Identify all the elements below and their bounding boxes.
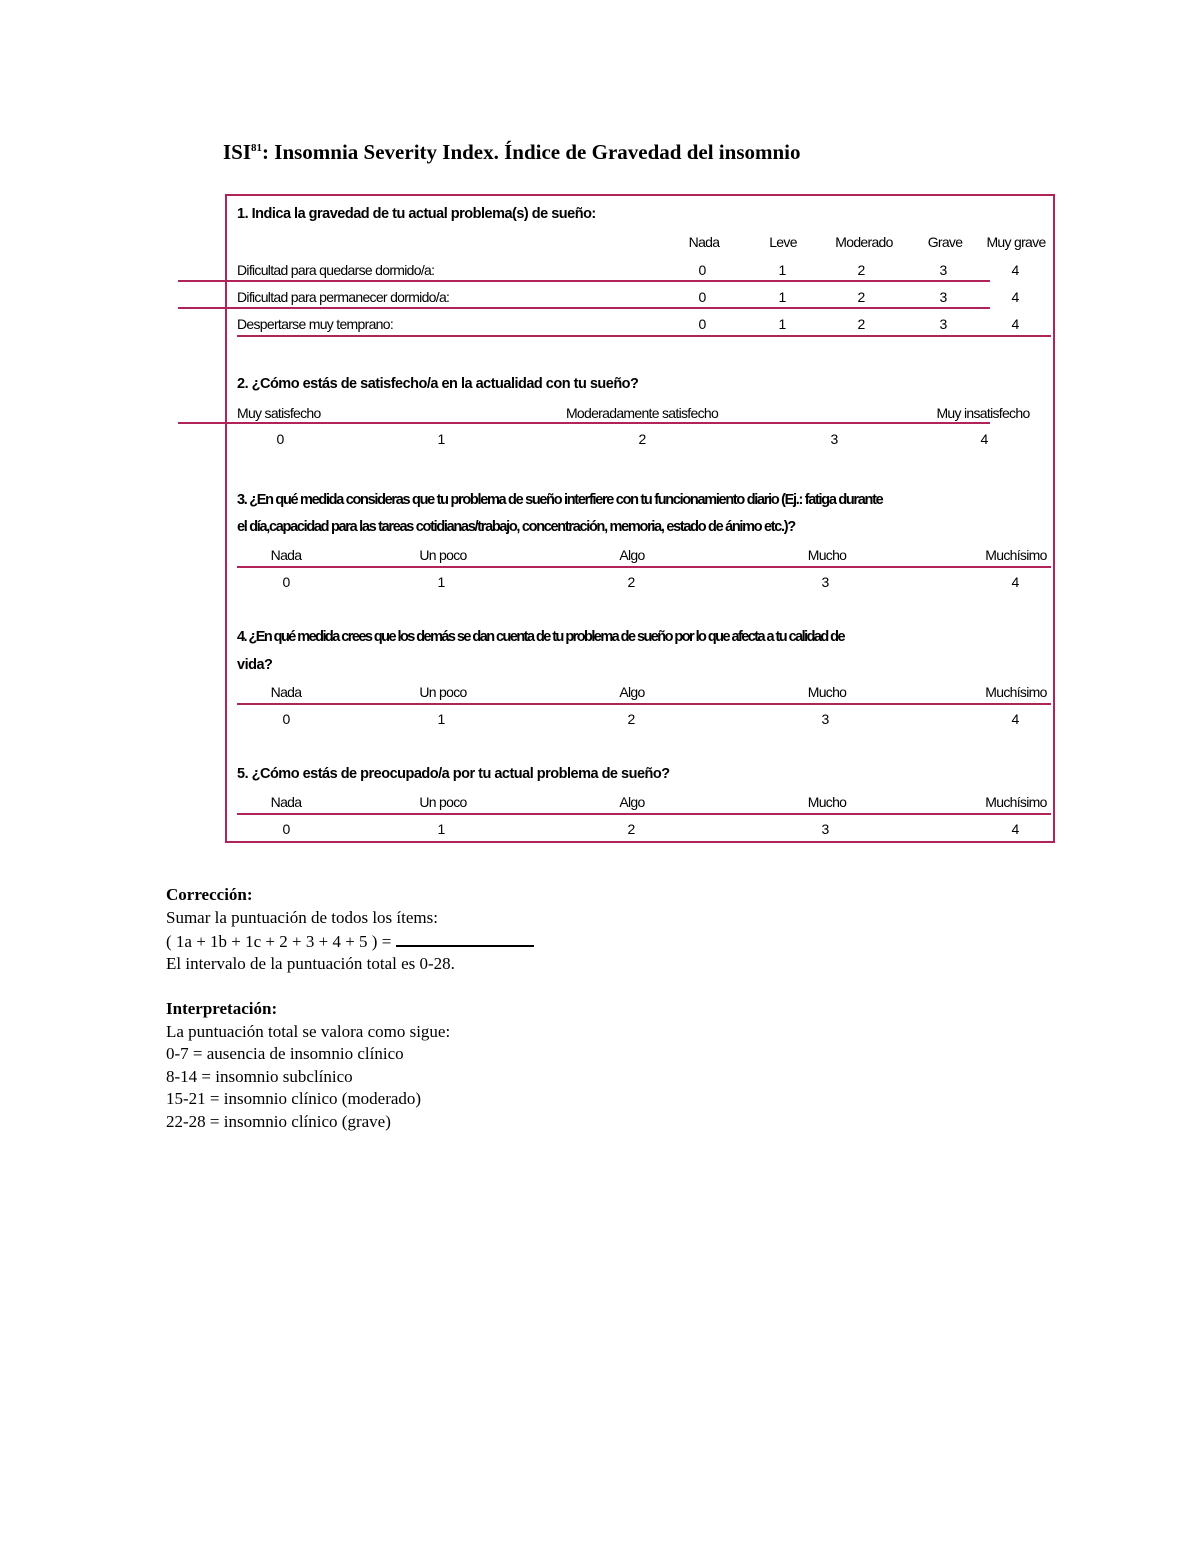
q1-row-label: Despertarse muy temprano: xyxy=(237,316,394,332)
q1-row-label: Dificultad para permanecer dormido/a: xyxy=(237,289,450,305)
q1-header: Nada xyxy=(688,234,720,250)
q3-value: 4 xyxy=(1011,574,1019,590)
q1-header: Leve xyxy=(769,234,797,250)
q5-value: 0 xyxy=(282,821,290,837)
q5-header: Mucho xyxy=(807,794,847,810)
q3-header: Muchísimo xyxy=(985,547,1047,563)
question-4-line-2: vida? xyxy=(237,657,273,673)
q4-value: 3 xyxy=(821,711,829,727)
q1-row-value: 1 xyxy=(778,289,786,305)
q1-row-value: 4 xyxy=(1011,289,1019,305)
q3-header: Nada xyxy=(270,547,302,563)
q2-value: 4 xyxy=(980,431,988,447)
q5-header: Un poco xyxy=(419,794,467,810)
q4-header: Algo xyxy=(619,684,645,700)
q1-row-value: 1 xyxy=(778,262,786,278)
score-formula: ( 1a + 1b + 1c + 2 + 3 + 4 + 5 ) = xyxy=(166,931,534,952)
q1-row-value: 2 xyxy=(857,289,865,305)
q2-anchor: Moderadamente satisfecho xyxy=(565,405,719,421)
q1-row-value: 4 xyxy=(1011,316,1019,332)
q3-value: 0 xyxy=(282,574,290,590)
q2-anchor: Muy insatisfecho xyxy=(936,405,1030,421)
q1-row-value: 1 xyxy=(778,316,786,332)
document-title: ISI$^{81}$: Insomnia Severity Index. Índice de Gravedad del insomnio xyxy=(223,140,801,164)
q2-anchor: Muy satisfecho xyxy=(237,405,321,421)
q1-row-value: 2 xyxy=(857,262,865,278)
title-superscript: 81 xyxy=(251,142,263,154)
q5-header: Nada xyxy=(270,794,302,810)
q1-header: Grave xyxy=(927,234,963,250)
q4-header: Un poco xyxy=(419,684,467,700)
q5-value: 3 xyxy=(821,821,829,837)
q4-header: Nada xyxy=(270,684,302,700)
row-divider xyxy=(237,335,1051,337)
q4-value: 1 xyxy=(437,711,445,727)
q3-header: Mucho xyxy=(807,547,847,563)
question-5: 5. ¿Cómo estás de preocupado/a por tu actual problema de sueño? xyxy=(237,766,670,782)
question-2: 2. ¿Cómo estás de satisfecho/a en la actualidad con tu sueño? xyxy=(237,376,639,392)
question-3-line-1: 3. ¿En qué medida consideras que tu problema de sueño interfiere con tu funcionamiento diario (Ej.: fatiga durante xyxy=(237,492,883,508)
q5-header: Algo xyxy=(619,794,645,810)
interpretation-item: 22-28 = insomnio clínico (grave) xyxy=(166,1112,391,1131)
question-1: 1. Indica la gravedad de tu actual problema(s) de sueño: xyxy=(237,206,596,222)
row-divider xyxy=(237,566,1051,568)
q5-value: 1 xyxy=(437,821,445,837)
q1-row-value: 3 xyxy=(939,262,947,278)
correction-instruction: Sumar la puntuación de todos los ítems: xyxy=(166,908,438,927)
q1-header: Muy grave xyxy=(986,234,1046,250)
q1-header: Moderado xyxy=(835,234,893,250)
q1-row-value: 3 xyxy=(939,289,947,305)
q1-row-label: Dificultad para quedarse dormido/a: xyxy=(237,262,435,278)
score-blank-field[interactable] xyxy=(396,931,534,947)
q1-row-value: 3 xyxy=(939,316,947,332)
q3-header: Algo xyxy=(619,547,645,563)
interpretation-item: 0-7 = ausencia de insomnio clínico xyxy=(166,1044,404,1063)
q2-value: 3 xyxy=(830,431,838,447)
q1-row-value: 2 xyxy=(857,316,865,332)
q1-row-value: 0 xyxy=(698,262,706,278)
q3-value: 3 xyxy=(821,574,829,590)
q4-value: 2 xyxy=(627,711,635,727)
q1-row-value: 0 xyxy=(698,289,706,305)
interpretation-intro: La puntuación total se valora como sigue: xyxy=(166,1022,451,1041)
correction-heading: Corrección: xyxy=(166,885,253,904)
row-divider xyxy=(237,813,1051,815)
q4-value: 4 xyxy=(1011,711,1019,727)
row-divider xyxy=(237,703,1051,705)
q4-value: 0 xyxy=(282,711,290,727)
q4-header: Muchísimo xyxy=(985,684,1047,700)
question-4-line-1: 4. ¿En qué medida crees que los demás se dan cuenta de tu problema de sueño por lo que afecta a tu calidad de xyxy=(237,629,845,645)
q3-value: 2 xyxy=(627,574,635,590)
q3-header: Un poco xyxy=(419,547,467,563)
q5-value: 4 xyxy=(1011,821,1019,837)
interpretation-heading: Interpretación: xyxy=(166,999,278,1018)
questionnaire-box xyxy=(225,194,1055,843)
interpretation-item: 15-21 = insomnio clínico (moderado) xyxy=(166,1089,422,1108)
q3-value: 1 xyxy=(437,574,445,590)
question-3-line-2: el día,capacidad para las tareas cotidianas/trabajo, concentración, memoria, estado de ánimo etc.)? xyxy=(237,519,795,535)
q1-row-value: 4 xyxy=(1011,262,1019,278)
q2-value: 1 xyxy=(437,431,445,447)
q4-header: Mucho xyxy=(807,684,847,700)
q2-value: 0 xyxy=(276,431,284,447)
q1-row-value: 0 xyxy=(698,316,706,332)
q5-header: Muchísimo xyxy=(985,794,1047,810)
interpretation-item: 8-14 = insomnio subclínico xyxy=(166,1067,353,1086)
q5-value: 2 xyxy=(627,821,635,837)
q2-value: 2 xyxy=(638,431,646,447)
score-range: El intervalo de la puntuación total es 0-28. xyxy=(166,954,455,973)
